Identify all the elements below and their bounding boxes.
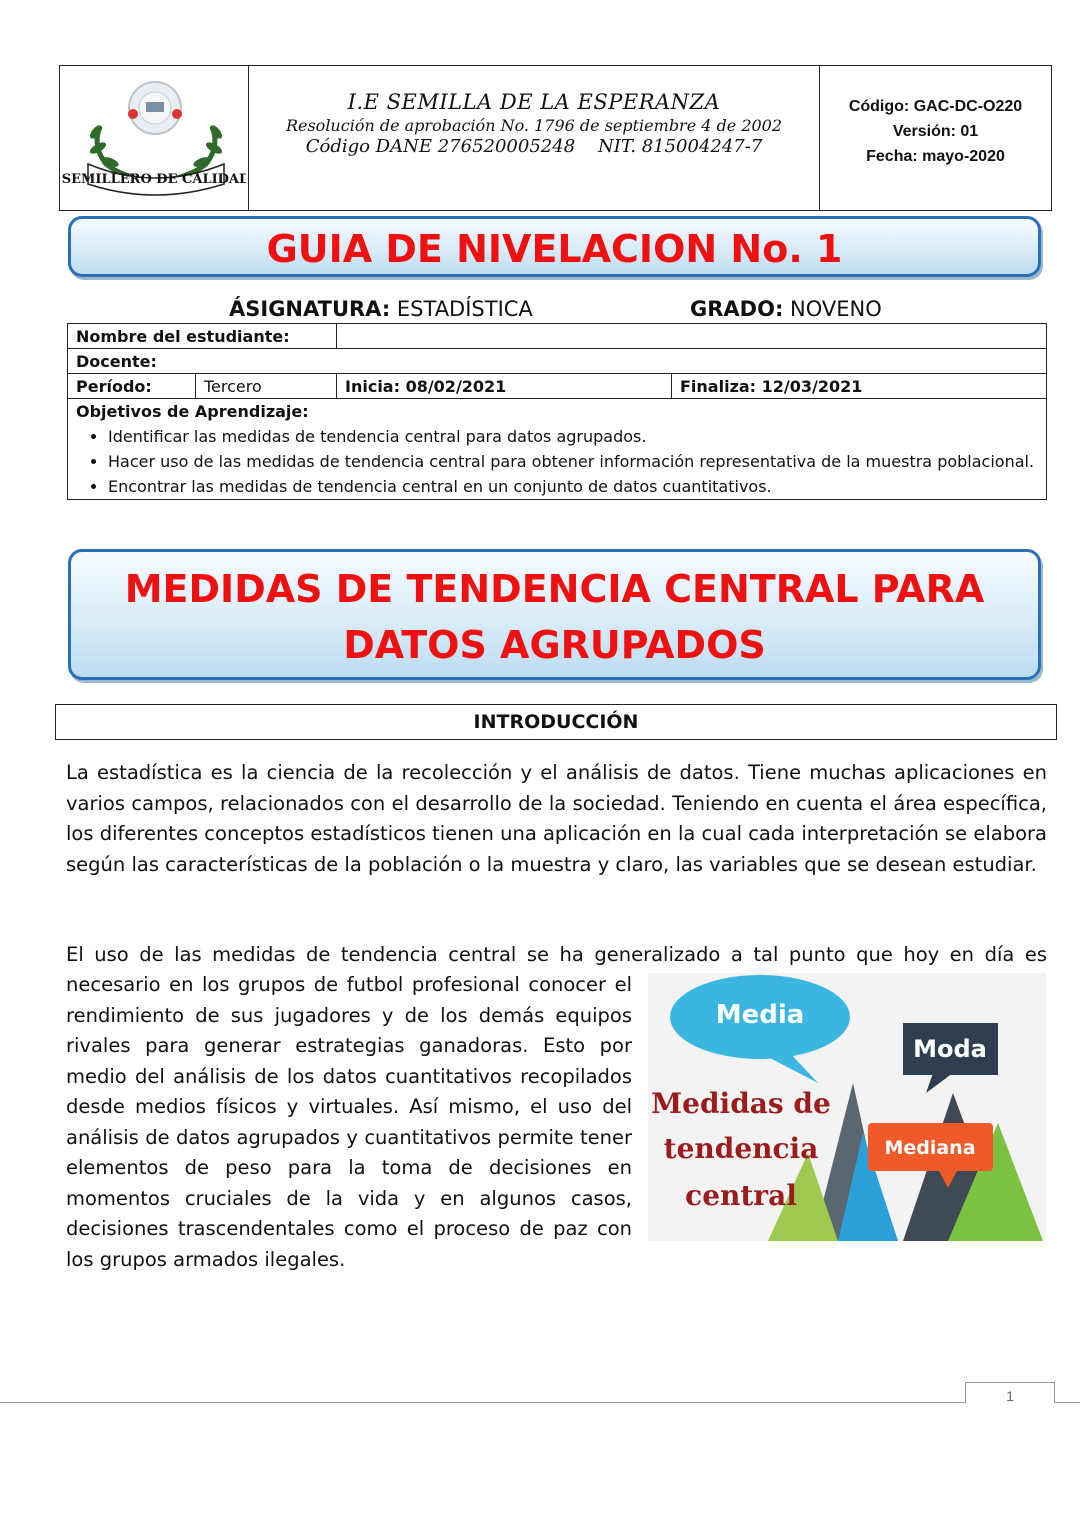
subject-label: ÁSIGNATURA: <box>229 297 391 321</box>
intro-paragraph-2: necesario en los grupos de futbol profesional conocer el rendimiento de sus jugadores y de los demás equipos rivales para generar estrategias ganadoras. Esto por medio del análisis de los datos cuantitativos recopilados desde medios físicos y virtuales. Así mismo, el uso del análisis de datos agrupados y cuantitativos permite tener elementos de peso para la toma de decisiones en momentos cruciales de la vida y en algunos casos, decisiones trascendentales como el proceso de paz con los grupos armados ilegales. <box>66 973 632 1271</box>
period-value: Tercero <box>196 374 337 399</box>
footer-rule <box>0 1402 1080 1403</box>
objectives-label: Objetivos de Aprendizaje: <box>76 402 309 421</box>
resolution-line: Resolución de aprobación No. 1796 de septiembre 4 de 2002 <box>285 116 783 135</box>
intro-paragraph-2-first-line: El uso de las medidas de tendencia central se ha generalizado a tal punto que hoy en día es <box>66 943 1047 966</box>
introduction-heading: INTRODUCCIÓN <box>55 704 1057 740</box>
period-label: Período: <box>68 374 196 399</box>
student-info-table <box>67 323 1047 500</box>
page-number: 1 <box>965 1382 1055 1403</box>
grade-label: GRADO: <box>690 297 784 321</box>
laurel-logo-icon <box>60 66 246 209</box>
start-date: Inicia: 08/02/2021 <box>337 374 672 399</box>
main-title-line1: MEDIDAS DE TENDENCIA CENTRAL PARA <box>124 567 985 611</box>
grade-field <box>690 297 882 321</box>
central-tendency-illustration <box>648 973 1046 1241</box>
mediana-label: Mediana <box>884 1137 976 1159</box>
student-name-field[interactable] <box>337 324 1047 349</box>
document-header <box>59 65 1052 211</box>
document-code: Código: GAC-DC-O220 <box>848 98 1023 115</box>
objectives-cell <box>68 399 1047 500</box>
moda-label: Moda <box>913 1035 987 1063</box>
document-version: Versión: 01 <box>892 123 979 140</box>
intro-paragraph-1: La estadística es la ciencia de la recolección y el análisis de datos. Tiene muchas aplicaciones en varios campos, relacionados con el desarrollo de la sociedad. Teniendo en cuenta el área específica, los diferentes conceptos estadísticos tienen una aplicación en la cual cada interpretación se elabora según las características de la población o la muestra y claro, las variables que se desean estudiar. <box>66 761 1048 876</box>
objective-item: • Identificar las medidas de tendencia central para datos agrupados. <box>108 424 1038 449</box>
objective-item: • Hacer uso de las medidas de tendencia central para obtener información representativa de la muestra poblacional. <box>108 449 1038 474</box>
document-meta <box>820 66 1051 210</box>
media-label: Media <box>715 1000 805 1030</box>
objectives-list <box>76 424 1038 499</box>
objective-item: • Encontrar las medidas de tendencia central en un conjunto de datos cuantitativos. <box>108 474 1038 499</box>
document-date: Fecha: mayo-2020 <box>866 148 1005 165</box>
illustration-text-line2: tendencia <box>663 1132 819 1165</box>
main-title <box>68 549 1041 680</box>
logo-caption: SEMILLERO DE CALIDAD <box>61 172 246 187</box>
student-name-label: Nombre del estudiante: <box>68 324 337 349</box>
grade-value: NOVENO <box>783 297 882 321</box>
school-logo <box>60 66 249 210</box>
teacher-label: Docente: <box>68 349 1047 374</box>
guide-title-text: GUIA DE NIVELACION No. 1 <box>266 227 843 271</box>
illustration-text-line1: Medidas de <box>651 1087 831 1120</box>
school-info <box>249 66 820 210</box>
main-title-line2: DATOS AGRUPADOS <box>343 623 766 667</box>
illustration-text-line3: central <box>685 1179 797 1212</box>
end-date: Finaliza: 12/03/2021 <box>672 374 1047 399</box>
school-name: I.E SEMILLA DE LA ESPERANZA <box>347 90 721 114</box>
dane-line: Código DANE 276520005248 NIT. 815004247-7 <box>305 136 763 157</box>
subject-field <box>229 297 533 321</box>
subject-value: ESTADÍSTICA <box>390 297 533 321</box>
guide-title <box>68 216 1041 277</box>
